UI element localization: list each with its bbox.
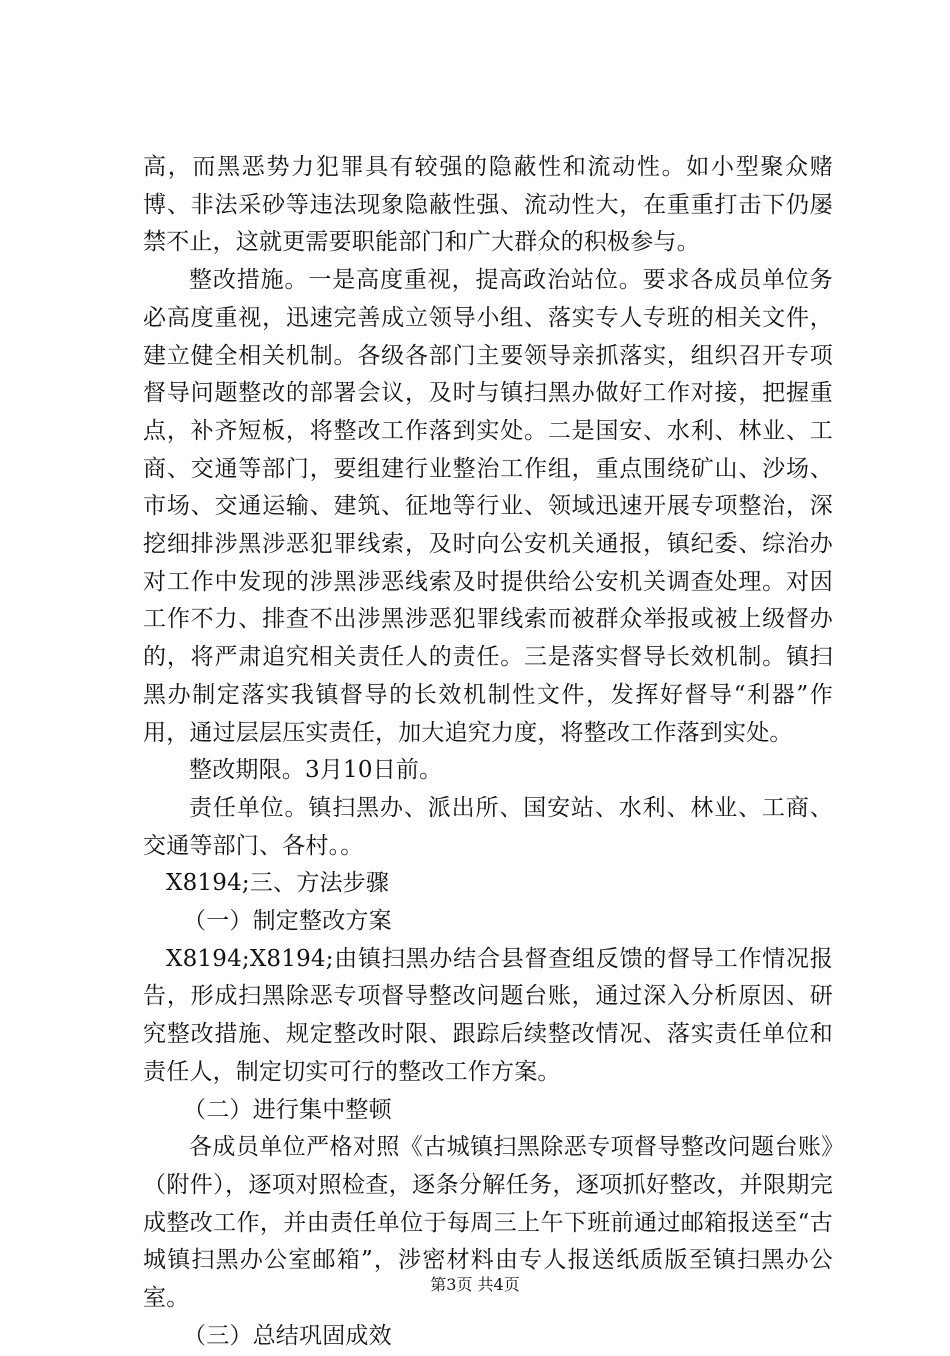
paragraph: X8194;X8194;由镇扫黑办结合县督查组反馈的督导工作情况报告，形成扫黑除恶专项督导整改问题台账，通过深入分析原因、研究整改措施、规定整改时限、跟踪后续整改情况、落实责任单位和责任人，制定切实可行的整改工作方案。 [143, 945, 833, 1085]
subsection-heading: （三）总结巩固成效 [183, 1322, 392, 1349]
document-body [143, 149, 833, 1356]
paragraph: 整改期限。3月10日前。 [189, 757, 443, 784]
page-footer: 第3页 共4页 [430, 1275, 520, 1294]
subsection-heading: （二）进行集中整顿 [183, 1096, 392, 1123]
paragraph: 整改措施。一是高度重视，提高政治站位。要求各成员单位务必高度重视，迅速完善成立领导小组、落实专人专班的相关文件，建立健全相关机制。各级各部门主要领导亲抓落实，组织召开专项督导问题整改的部署会议，及时与镇扫黑办做好工作对接，把握重点，补齐短板，将整改工作落到实处。二是国安、水利、林业、工商、交通等部门，要组建行业整治工作组，重点围绕矿山、沙场、市场、交通运输、建筑、征地等行业、领域迅速开展专项整治，深挖细排涉黑涉恶犯罪线索，及时向公安机关通报，镇纪委、综治办对工作中发现的涉黑涉恶线索及时提供给公安机关调查处理。对因工作不力、排查不出涉黑涉恶犯罪线索而被群众举报或被上级督办的，将严肃追究相关责任人的责任。三是落实督导长效机制。镇扫黑办制定落实我镇督导的长效机制性文件，发挥好督导“利器”作用，通过层层压实责任，加大追究力度，将整改工作落到实处。 [143, 267, 833, 746]
section-heading: X8194;三、方法步骤 [166, 870, 390, 897]
paragraph: 高，而黑恶势力犯罪具有较强的隐蔽性和流动性。如小型聚众赌博、非法采砂等违法现象隐蔽性强、流动性大，在重重打击下仍屡禁不止，这就更需要职能部门和广大群众的积极参与。 [143, 154, 833, 256]
subsection-heading: （一）制定整改方案 [183, 908, 392, 935]
paragraph: 各成员单位严格对照《古城镇扫黑除恶专项督导整改问题台账》（附件），逐项对照检查，逐条分解任务，逐项抓好整改，并限期完成整改工作，并由责任单位于每周三上午下班前通过邮箱报送至“古城镇扫黑办公室邮箱”，涉密材料由专人报送纸质版至镇扫黑办公室。 [143, 1134, 833, 1312]
paragraph: 责任单位。镇扫黑办、派出所、国安站、水利、林业、工商、交通等部门、各村。。 [143, 794, 833, 859]
